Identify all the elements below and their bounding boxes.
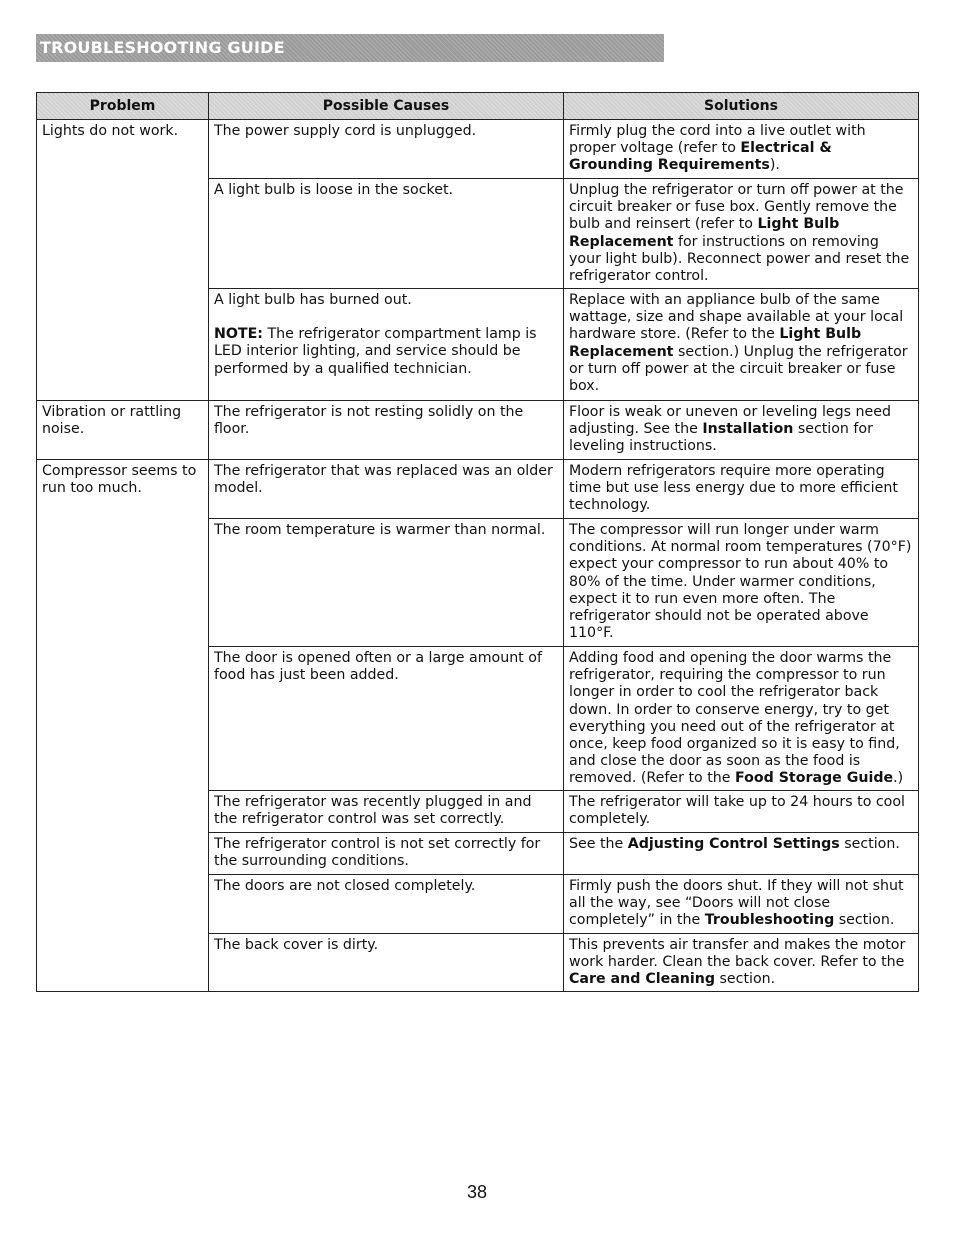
solution-text: ). (769, 157, 780, 174)
cause-text: The refrigerator is not resting solidly on the floor. (214, 404, 524, 438)
solution-text: Replace with an appliance bulb of the same wattage, size and shape available at your local hardware store. (Refer to the (569, 292, 904, 343)
solution-text: section. (834, 912, 895, 929)
solution-cell (564, 875, 919, 934)
solution-text: section. (839, 836, 900, 852)
note-label: NOTE: (214, 326, 263, 343)
solution-cell (564, 833, 919, 875)
note (214, 326, 537, 376)
cause-text: The refrigerator was recently plugged in and the refrigerator control was set correctly. (214, 794, 532, 828)
solution-reference: Electrical & Grounding Requirements (569, 140, 832, 174)
note-text: The refrigerator compartment lamp is LED interior lighting, and service should be performed by a qualified technician. (214, 326, 537, 377)
solution-text: The compressor will run longer under warm conditions. At normal room temperatures (70°F) expect your compressor to run about 40% to 80% of the time. Under warmer conditions, expect it to run even more often. The refrigerator should not be operated above 110°F. (569, 522, 912, 642)
solution-text: Modern refrigerators require more operating time but use less energy due to more efficient technology. (569, 463, 898, 514)
solution-cell (564, 120, 919, 179)
possible-cause-cell (209, 460, 564, 519)
possible-cause-cell (209, 289, 564, 401)
possible-cause-cell (209, 401, 564, 460)
solution-cell (564, 460, 919, 519)
possible-cause-cell (209, 791, 564, 833)
solution-reference: Troubleshooting (704, 912, 835, 929)
page-number: 38 (466, 1182, 488, 1202)
solution-cell (564, 647, 919, 791)
solution-text: Firmly plug the cord into a live outlet with proper voltage (refer to (569, 123, 866, 157)
table-row (37, 120, 919, 179)
possible-cause-cell (209, 647, 564, 791)
troubleshooting-table (36, 92, 919, 992)
cause-text: The power supply cord is unplugged. (214, 123, 477, 139)
solution-text: section. (715, 971, 776, 988)
solution-reference: Food Storage Guide (735, 770, 894, 787)
table-body (37, 120, 919, 992)
cause-text: The back cover is dirty. (214, 937, 379, 953)
possible-cause-cell (209, 120, 564, 179)
solution-reference: Care and Cleaning (569, 971, 716, 988)
cause-text: The refrigerator control is not set correctly for the surrounding conditions. (214, 836, 541, 870)
header-solutions: Solutions (564, 93, 919, 120)
solution-cell (564, 401, 919, 460)
problem-cell: Lights do not work. (37, 120, 209, 401)
possible-cause-cell (209, 179, 564, 289)
solution-cell (564, 289, 919, 401)
section-title: TROUBLESHOOTING GUIDE (40, 38, 285, 57)
solution-text: section.) Unplug the refrigerator or turn off power at the circuit breaker or fuse box. (569, 343, 908, 395)
table-row (37, 401, 919, 460)
cause-text: The doors are not closed completely. (214, 878, 476, 894)
cause-text: A light bulb has burned out. (214, 292, 412, 308)
solution-cell (564, 519, 919, 647)
cause-text: The refrigerator that was replaced was an older model. (214, 463, 553, 497)
cause-text: The room temperature is warmer than normal. (214, 522, 546, 538)
solution-text: See the (569, 836, 628, 852)
cause-text: The door is opened often or a large amount of food has just been added. (214, 650, 542, 684)
solution-reference: Light Bulb Replacement (569, 326, 862, 360)
solution-cell (564, 179, 919, 289)
solution-text: Floor is weak or uneven or leveling legs need adjusting. See the (569, 404, 892, 438)
problem-cell: Compressor seems to run too much. (37, 460, 209, 992)
solution-cell (564, 791, 919, 833)
cause-text: A light bulb is loose in the socket. (214, 182, 454, 198)
solution-text: This prevents air transfer and makes the motor work harder. Clean the back cover. Refer to the (569, 937, 906, 971)
header-possible-causes: Possible Causes (209, 93, 564, 120)
solution-text: Adding food and opening the door warms the refrigerator, requiring the compressor to run longer in order to cool the refrigerator back down. In order to conserve energy, try to get everything you need out of the refrigerator at once, keep food organized so it is easy to find, and close the door as soon as the food is removed. (Refer to the (569, 650, 900, 787)
possible-cause-cell (209, 519, 564, 647)
table-header-row (37, 93, 919, 120)
solution-reference: Light Bulb Replacement (569, 216, 840, 250)
section-banner (36, 34, 664, 62)
solution-reference: Adjusting Control Settings (627, 836, 840, 852)
solution-reference: Installation (702, 421, 794, 438)
solution-text: Unplug the refrigerator or turn off power at the circuit breaker or fuse box. Gently remove the bulb and reinsert (refer to (569, 182, 904, 233)
possible-cause-cell (209, 833, 564, 875)
solution-text: The refrigerator will take up to 24 hours to cool completely. (569, 794, 905, 828)
header-problem: Problem (37, 93, 209, 120)
solution-text: section for leveling instructions. (569, 421, 873, 455)
solution-text: .) (893, 770, 904, 787)
solution-text: for instructions on removing your light bulb). Reconnect power and reset the refrigerator control. (569, 233, 910, 285)
problem-cell: Vibration or rattling noise. (37, 401, 209, 460)
solution-cell (564, 934, 919, 992)
solution-text: Firmly push the doors shut. If they will not shut all the way, see “Doors will not close completely” in the (569, 878, 904, 929)
possible-cause-cell (209, 934, 564, 992)
table-row (37, 460, 919, 519)
possible-cause-cell (209, 875, 564, 934)
